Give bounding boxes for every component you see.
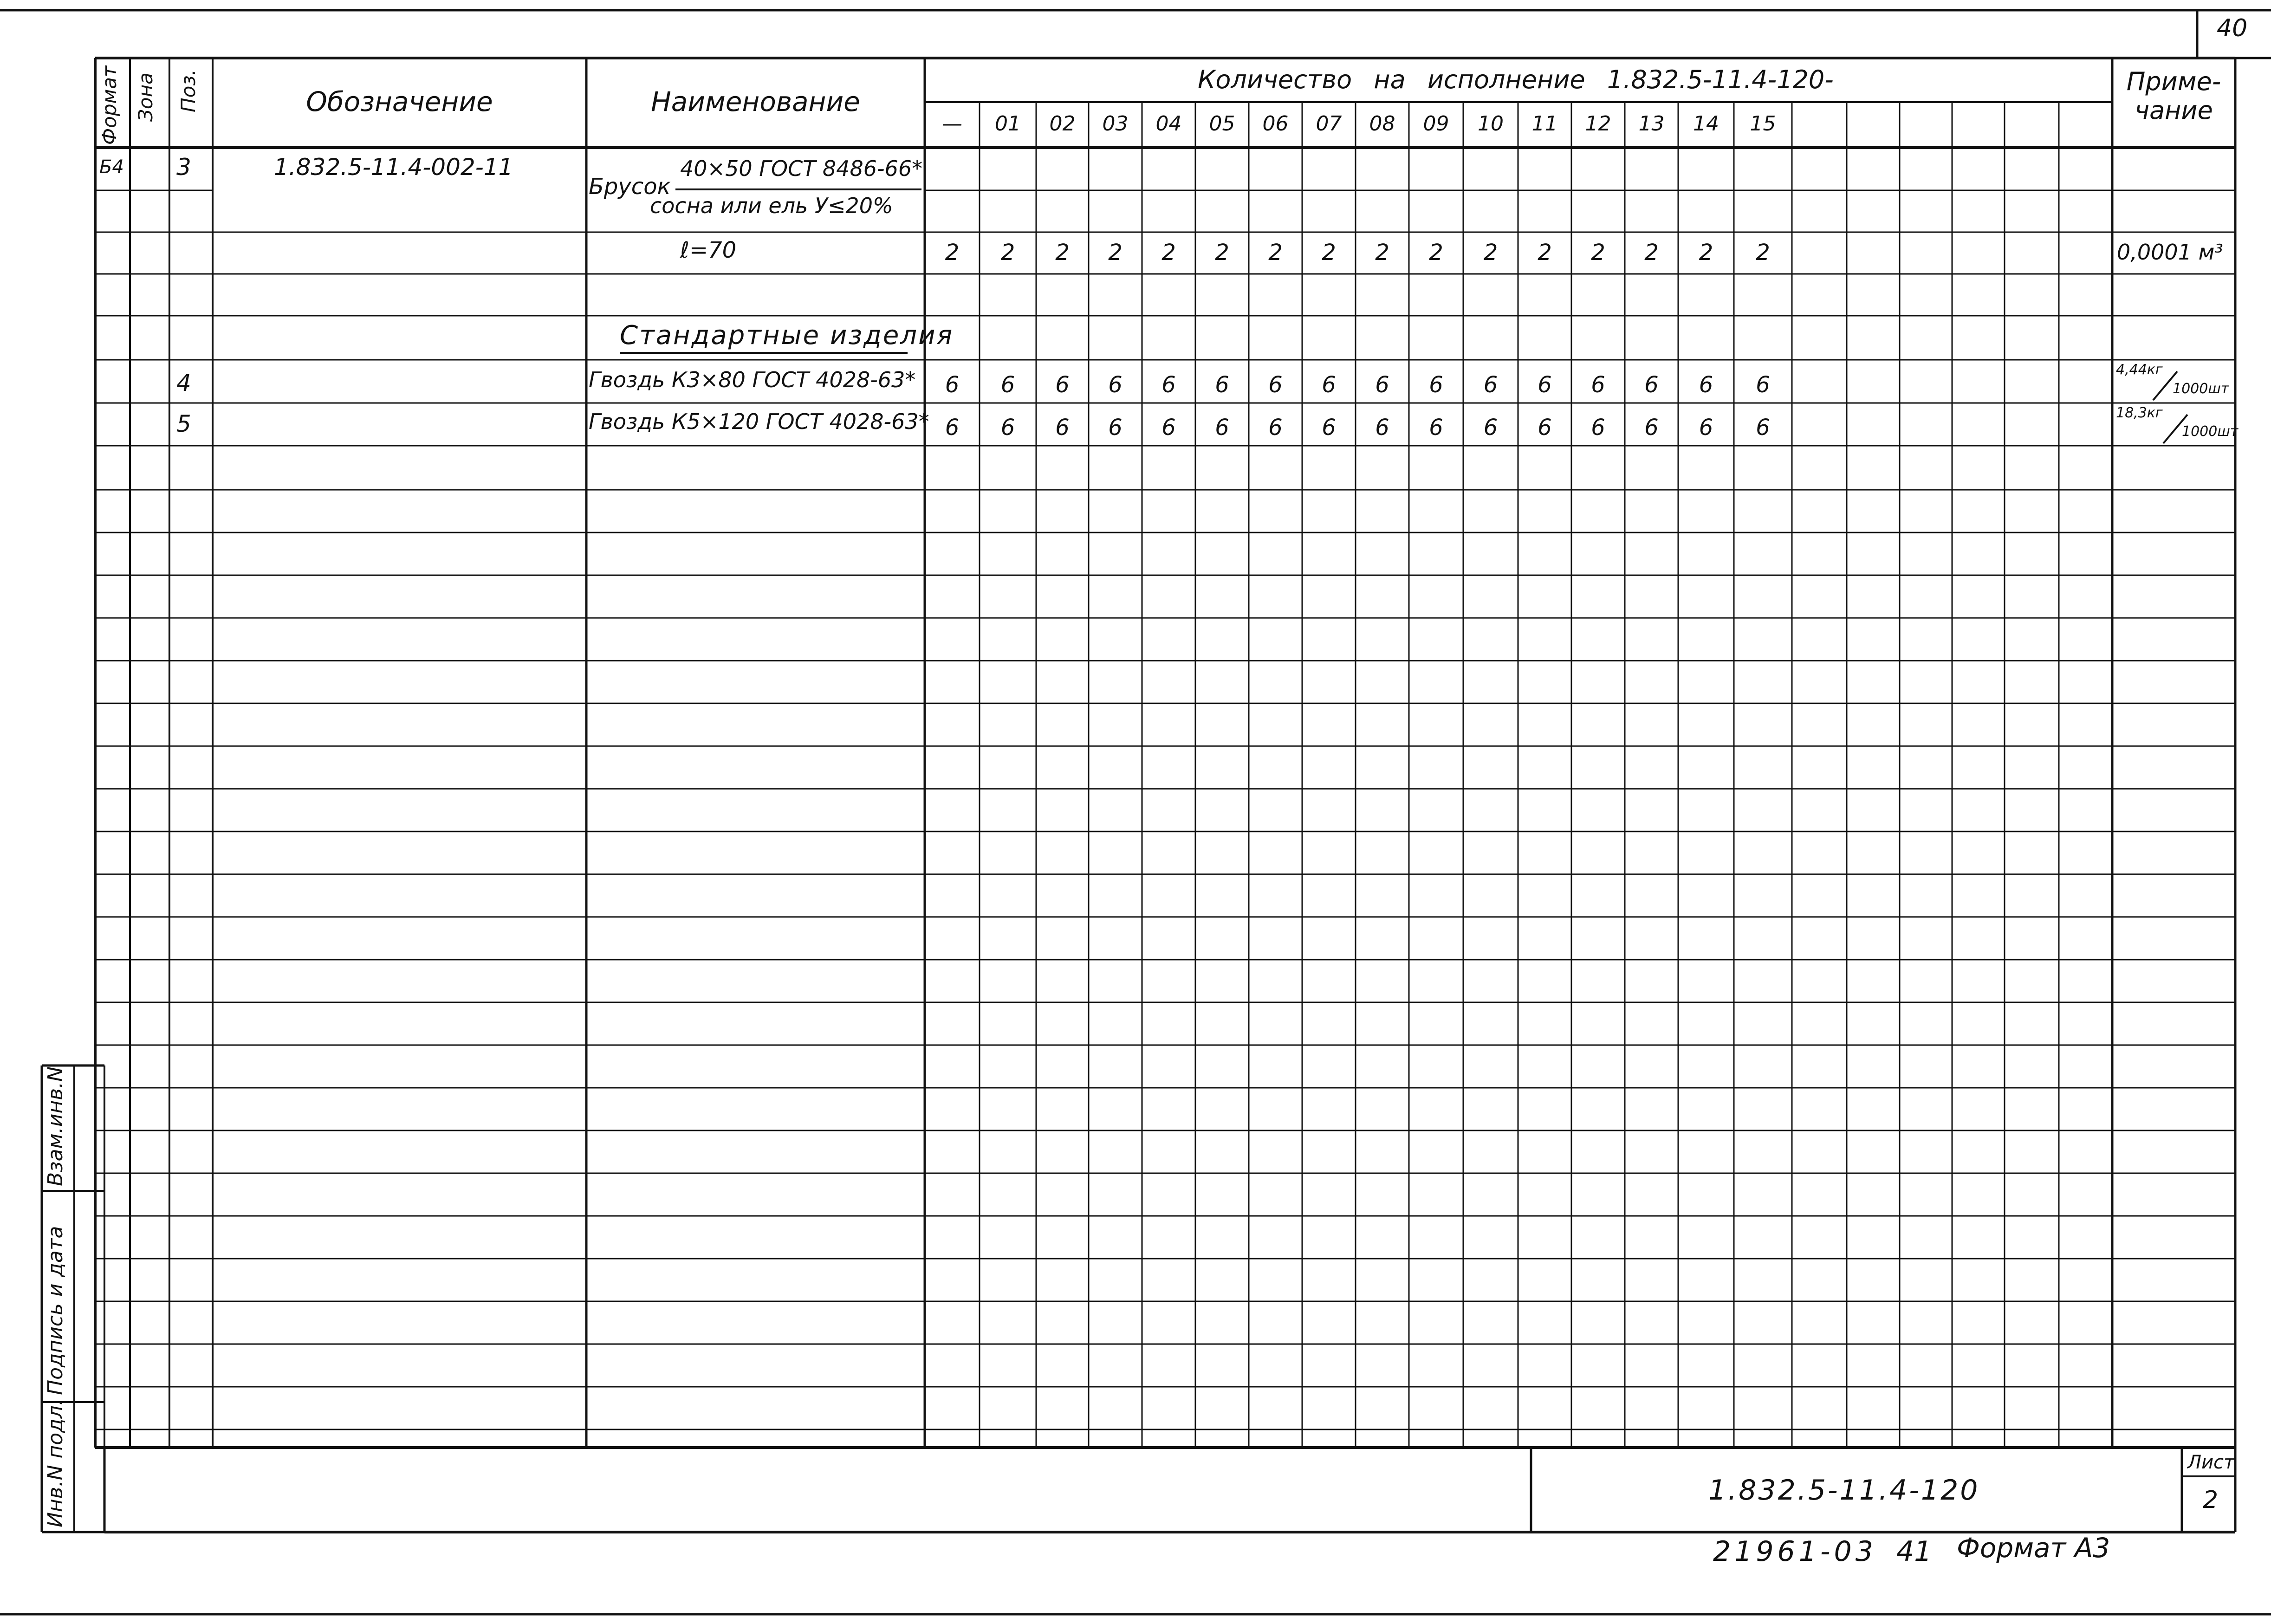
variant-header-13: 13 bbox=[1638, 112, 1665, 136]
variant-header-10: 10 bbox=[1478, 112, 1504, 136]
qty-row4-col7: 6 bbox=[1322, 372, 1336, 398]
format-label: Формат А3 bbox=[1957, 1532, 2110, 1564]
row4-note-numerator: 4,44кг bbox=[2116, 362, 2163, 378]
qty-row5-col14: 6 bbox=[1699, 415, 1713, 441]
qty-row5-col3: 6 bbox=[1108, 415, 1123, 441]
qty-row5-col9: 6 bbox=[1429, 415, 1443, 441]
variant-header-06: 06 bbox=[1262, 112, 1289, 136]
archive-number: 21961-03 bbox=[1713, 1535, 1877, 1568]
row1-designation: 1.832.5-11.4-002-11 bbox=[274, 154, 513, 181]
qty-row4-col2: 6 bbox=[1055, 372, 1070, 398]
qty-row4-col5: 6 bbox=[1215, 372, 1229, 398]
qty-row4-col15: 6 bbox=[1756, 372, 1770, 398]
qty-row4-col6: 6 bbox=[1268, 372, 1283, 398]
qty-row5-col6: 6 bbox=[1268, 415, 1283, 441]
variant-header-09: 09 bbox=[1423, 112, 1449, 136]
qty-row4-col9: 6 bbox=[1429, 372, 1443, 398]
variant-header-05: 05 bbox=[1209, 112, 1235, 136]
variant-header-03: 03 bbox=[1102, 112, 1129, 136]
qty-row5-col12: 6 bbox=[1591, 415, 1605, 441]
variant-header-12: 12 bbox=[1585, 112, 1611, 136]
qty-row2-col2: 2 bbox=[1055, 240, 1070, 266]
stamp-replace-inv: Взам.инв.N bbox=[44, 1066, 67, 1186]
qty-row4-col14: 6 bbox=[1699, 372, 1713, 398]
variant-header-base: — bbox=[942, 112, 962, 136]
qty-row4-col0: 6 bbox=[945, 372, 960, 398]
row5-pos: 5 bbox=[176, 410, 191, 437]
header-zone: Зона bbox=[134, 72, 157, 122]
qty-row2-col11: 2 bbox=[1538, 240, 1552, 266]
row5-note-denominator: 1000шт bbox=[2182, 423, 2239, 440]
qty-row2-col1: 2 bbox=[1000, 240, 1015, 266]
variant-header-08: 08 bbox=[1369, 112, 1395, 136]
header-name: Наименование bbox=[651, 86, 860, 117]
variant-header-04: 04 bbox=[1155, 112, 1182, 136]
row1-format: Б4 bbox=[99, 156, 124, 178]
header-note: Приме- чание bbox=[2126, 67, 2221, 125]
variant-header-02: 02 bbox=[1049, 112, 1076, 136]
header-designation: Обозначение bbox=[306, 86, 493, 117]
qty-row5-col4: 6 bbox=[1161, 415, 1176, 441]
variant-header-01: 01 bbox=[995, 112, 1021, 136]
stamp-inv-original: Инв.N подл. bbox=[44, 1399, 67, 1527]
qty-row2-col10: 2 bbox=[1483, 240, 1498, 266]
qty-row5-col10: 6 bbox=[1483, 415, 1498, 441]
row1-name-denominator: сосна или ель У≤20% bbox=[650, 193, 893, 218]
qty-row2-col15: 2 bbox=[1756, 240, 1770, 266]
row5-name: Гвоздь К5×120 ГОСТ 4028-63* bbox=[589, 409, 929, 434]
variant-header-15: 15 bbox=[1750, 112, 1776, 136]
row4-name: Гвоздь К3×80 ГОСТ 4028-63* bbox=[589, 367, 916, 392]
qty-row4-col4: 6 bbox=[1161, 372, 1176, 398]
qty-row2-col5: 2 bbox=[1215, 240, 1229, 266]
row1-name-numerator: 40×50 ГОСТ 8486-66* bbox=[680, 156, 923, 181]
qty-row2-col14: 2 bbox=[1699, 240, 1713, 266]
row5-note-numerator: 18,3кг bbox=[2116, 405, 2163, 421]
row2-note: 0,0001 м³ bbox=[2117, 240, 2223, 265]
footer-page-number: 41 bbox=[1896, 1535, 1932, 1568]
qty-row2-col4: 2 bbox=[1161, 240, 1176, 266]
qty-row2-col12: 2 bbox=[1591, 240, 1605, 266]
qty-row4-col8: 6 bbox=[1375, 372, 1389, 398]
row1-name-prefix: Брусок bbox=[589, 174, 671, 200]
row4-pos: 4 bbox=[176, 370, 191, 396]
qty-row5-col13: 6 bbox=[1644, 415, 1659, 441]
qty-row4-col3: 6 bbox=[1108, 372, 1123, 398]
qty-row2-col0: 2 bbox=[945, 240, 960, 266]
qty-row4-col12: 6 bbox=[1591, 372, 1605, 398]
header-quantity-title: Количество на исполнение 1.832.5-11.4-120- bbox=[1198, 65, 1834, 94]
variant-header-11: 11 bbox=[1531, 112, 1558, 136]
qty-row5-col5: 6 bbox=[1215, 415, 1229, 441]
section-standard-items: Стандартные изделия bbox=[620, 320, 954, 351]
qty-row5-col7: 6 bbox=[1322, 415, 1336, 441]
qty-row5-col2: 6 bbox=[1055, 415, 1070, 441]
qty-row4-col10: 6 bbox=[1483, 372, 1498, 398]
sheet-value: 2 bbox=[2203, 1486, 2219, 1514]
qty-row5-col11: 6 bbox=[1538, 415, 1552, 441]
header-format: Формат bbox=[98, 65, 121, 145]
variant-header-14: 14 bbox=[1693, 112, 1719, 136]
row1-pos: 3 bbox=[176, 154, 191, 181]
qty-row2-col7: 2 bbox=[1322, 240, 1336, 266]
qty-row2-col3: 2 bbox=[1108, 240, 1123, 266]
qty-row5-col0: 6 bbox=[945, 415, 960, 441]
corner-sheet-number: 40 bbox=[2217, 14, 2248, 42]
qty-row2-col8: 2 bbox=[1375, 240, 1389, 266]
qty-row5-col1: 6 bbox=[1000, 415, 1015, 441]
stamp-sign-date: Подпись и дата bbox=[44, 1226, 67, 1395]
row4-note-denominator: 1000шт bbox=[2173, 381, 2229, 397]
qty-row2-col13: 2 bbox=[1644, 240, 1659, 266]
variant-header-07: 07 bbox=[1316, 112, 1342, 136]
qty-row4-col11: 6 bbox=[1538, 372, 1552, 398]
qty-row4-col13: 6 bbox=[1644, 372, 1659, 398]
qty-row4-col1: 6 bbox=[1000, 372, 1015, 398]
header-pos: Поз. bbox=[177, 69, 200, 112]
document-code: 1.832.5-11.4-120 bbox=[1708, 1474, 1980, 1507]
qty-row2-col6: 2 bbox=[1268, 240, 1283, 266]
qty-row2-col9: 2 bbox=[1429, 240, 1443, 266]
qty-row5-col8: 6 bbox=[1375, 415, 1389, 441]
qty-row5-col15: 6 bbox=[1756, 415, 1770, 441]
sheet-label: Лист bbox=[2187, 1452, 2235, 1473]
row2-name: ℓ=70 bbox=[680, 237, 737, 263]
